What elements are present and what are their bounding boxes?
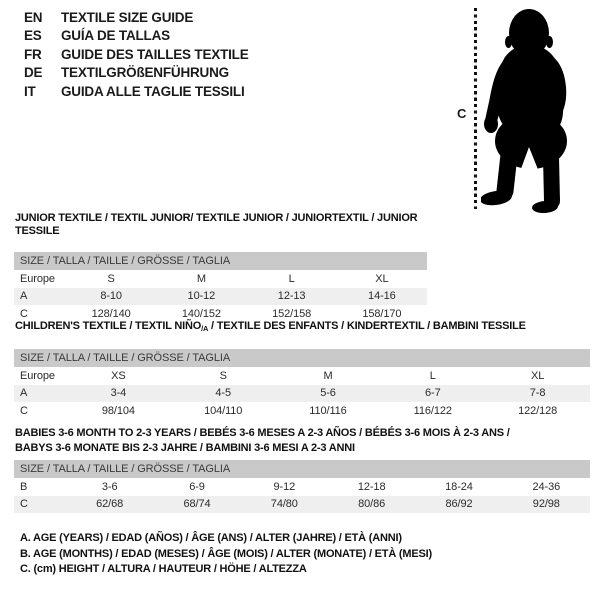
legend-line-a: A. AGE (YEARS) / EDAD (AÑOS) / ÂGE (ANS) / ALTER (JAHRE) / ETÀ (ANNI) — [20, 532, 402, 544]
section-title — [15, 320, 590, 335]
title-line-2: BABYS 3-6 MONATE BIS 2-3 JAHRE / BAMBINI 3-6 MESI A 2-3 ANNI — [15, 442, 355, 454]
baby-silhouette-icon — [481, 5, 581, 215]
language-row-en — [24, 9, 249, 27]
language-code: EN — [24, 10, 43, 25]
language-row-fr — [24, 46, 249, 64]
size-cell: M — [196, 272, 206, 285]
language-row-es — [24, 27, 249, 45]
babies-textile-section — [14, 426, 590, 513]
row-label: Europe — [20, 272, 55, 285]
size-cell: 5-6 — [276, 385, 381, 403]
title-subscript: /A — [201, 324, 209, 333]
language-label: TEXTILE SIZE GUIDE — [61, 10, 194, 25]
size-cell: 158/170 — [362, 307, 402, 320]
size-cell: 68/74 — [153, 496, 240, 514]
size-cell: 24-36 — [532, 480, 561, 493]
legend — [20, 531, 432, 578]
junior-size-table — [14, 252, 427, 323]
size-header: SIZE / TALLA / TAILLE / GRÖSSE / TAGLIA — [14, 349, 590, 367]
size-cell: M — [323, 369, 333, 382]
size-cell: 86/92 — [415, 496, 502, 514]
size-cell: 14-16 — [337, 288, 427, 306]
table-row — [14, 288, 427, 306]
baby-height-figure — [452, 5, 582, 217]
size-cell: 12-13 — [247, 288, 337, 306]
language-code: FR — [24, 46, 42, 62]
size-cell: 80/86 — [328, 496, 415, 514]
title-part: CHILDREN'S TEXTILE / TEXTIL NIÑO — [15, 320, 202, 332]
size-cell: S — [107, 272, 115, 285]
size-cell: 9-12 — [273, 480, 296, 493]
legend-line-c: C. (cm) HEIGHT / ALTURA / HAUTEUR / HÖHE / ALTEZZA — [20, 563, 307, 575]
row-label: C — [20, 307, 28, 320]
size-cell: 7-8 — [485, 385, 590, 403]
section-title — [15, 426, 590, 456]
size-cell: 152/158 — [272, 307, 312, 320]
size-cell: 8-10 — [66, 288, 156, 306]
size-cell: 12-18 — [357, 480, 386, 493]
table-row — [14, 478, 590, 496]
table-row — [14, 270, 427, 288]
size-cell: 3-4 — [66, 385, 171, 403]
table-row — [14, 402, 590, 420]
size-cell: 104/110 — [204, 404, 243, 417]
table-header-row — [14, 460, 590, 478]
size-cell: 62/68 — [66, 496, 153, 514]
size-cell: 10-12 — [156, 288, 246, 306]
size-cell: XL — [530, 369, 545, 382]
row-label: Europe — [20, 369, 55, 382]
language-label: GUIDE DES TAILLES TEXTILE — [61, 46, 249, 62]
size-cell: L — [429, 369, 436, 382]
row-label: A — [14, 288, 66, 306]
size-cell: 110/116 — [309, 404, 347, 417]
language-label: GUÍA DE TALLAS — [61, 28, 170, 44]
size-cell: 6-9 — [189, 480, 205, 493]
row-label: C — [14, 496, 66, 514]
junior-textile-section — [14, 212, 427, 323]
table-row — [14, 367, 590, 385]
size-cell: 6-7 — [380, 385, 485, 403]
table-header-row — [14, 349, 590, 367]
table-header-row — [14, 252, 427, 270]
babies-size-table — [14, 460, 590, 513]
legend-line-b: B. AGE (MONTHS) / EDAD (MESES) / ÂGE (MOIS) / ALTER (MONATE) / ETÀ (MESI) — [20, 547, 432, 560]
language-title-list — [24, 9, 249, 101]
size-cell: XL — [375, 272, 389, 285]
language-label: GUIDA ALLE TAGLIE TESSILI — [61, 83, 245, 99]
size-cell: 92/98 — [503, 496, 590, 514]
size-cell: 128/140 — [91, 307, 131, 320]
size-cell: 4-5 — [171, 385, 276, 403]
height-dimension-label: C — [457, 106, 467, 121]
language-label: TEXTILGRÖßENFÜHRUNG — [61, 65, 229, 81]
size-cell: 74/80 — [241, 496, 328, 514]
language-row-it — [24, 83, 249, 101]
table-row — [14, 385, 590, 403]
size-cell: 3-6 — [101, 480, 118, 493]
title-line-1: BABIES 3-6 MONTH TO 2-3 YEARS / BEBÉS 3-6 MESES A 2-3 AÑOS / BÉBÉS 3-6 MOIS À 2-3 ANS / — [15, 427, 510, 439]
size-cell: 140/152 — [181, 307, 221, 320]
size-header: SIZE / TALLA / TAILLE / GRÖSSE / TAGLIA — [14, 252, 427, 270]
size-cell: 116/122 — [413, 404, 452, 417]
size-cell: XS — [111, 369, 126, 382]
section-title: JUNIOR TEXTILE / TEXTIL JUNIOR/ TEXTILE JUNIOR / JUNIORTEXTIL / JUNIOR TESSILE — [15, 212, 418, 237]
height-measure-line — [474, 8, 477, 209]
language-row-de — [24, 64, 249, 82]
language-code: DE — [24, 65, 43, 81]
size-cell: 122/128 — [518, 404, 558, 417]
language-code: ES — [24, 28, 42, 44]
row-label: B — [20, 480, 28, 493]
size-cell: S — [219, 369, 227, 382]
table-row — [14, 496, 590, 514]
size-cell: L — [288, 272, 295, 285]
row-label: A — [14, 385, 66, 403]
row-label: C — [20, 404, 28, 417]
language-code: IT — [24, 83, 36, 99]
childrens-size-table — [14, 349, 590, 420]
title-part: / TEXTILE DES ENFANTS / KINDERTEXTIL / BAMBINI TESSILE — [208, 320, 526, 332]
size-header: SIZE / TALLA / TAILLE / GRÖSSE / TAGLIA — [14, 460, 590, 478]
childrens-textile-section — [14, 320, 590, 420]
size-cell: 98/104 — [101, 404, 135, 417]
size-cell: 18-24 — [445, 480, 473, 493]
